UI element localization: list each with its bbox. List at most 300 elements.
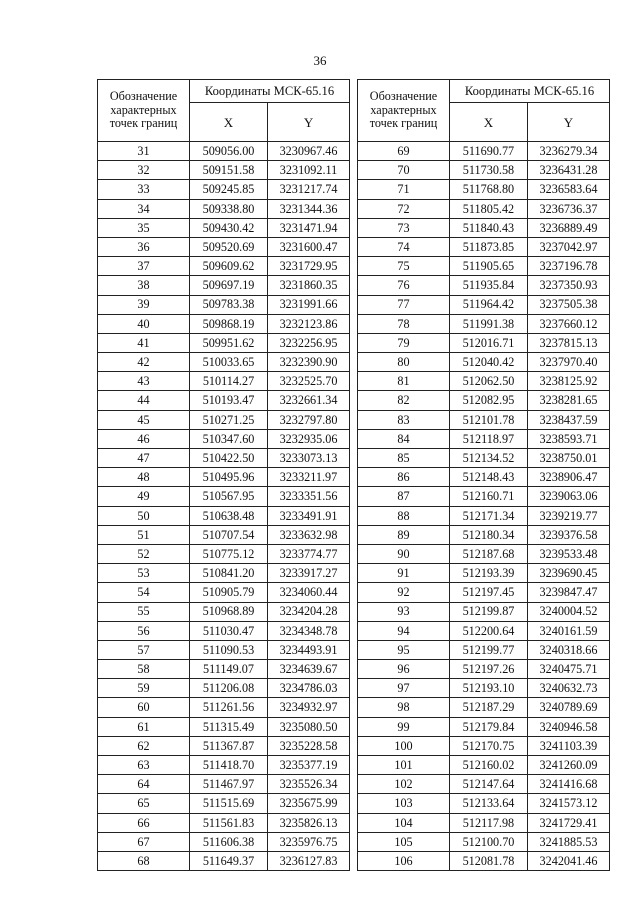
x-coordinate-cell: 512148.43: [449, 468, 527, 487]
y-coordinate-cell: 3239219.77: [527, 506, 609, 525]
y-coordinate-cell: 3238437.59: [527, 410, 609, 429]
y-coordinate-cell: 3241729.41: [527, 813, 609, 832]
point-number-cell: 98: [357, 698, 449, 717]
coordinates-table-left: [97, 79, 350, 871]
point-number-cell: 49: [98, 487, 190, 506]
table-row: [357, 142, 609, 161]
table-row: [357, 717, 609, 736]
x-coordinate-cell: 511935.84: [449, 276, 527, 295]
y-coordinate-cell: 3237970.40: [527, 353, 609, 372]
x-coordinate-cell: 510033.65: [190, 353, 268, 372]
x-coordinate-cell: 512133.64: [449, 794, 527, 813]
y-coordinate-cell: 3235228.58: [268, 736, 350, 755]
x-coordinate-cell: 512170.75: [449, 736, 527, 755]
y-coordinate-cell: 3231092.11: [268, 161, 350, 180]
y-coordinate-cell: 3233491.91: [268, 506, 350, 525]
x-coordinate-cell: 511805.42: [449, 199, 527, 218]
y-coordinate-cell: 3233211.97: [268, 468, 350, 487]
x-coordinate-cell: 511905.65: [449, 257, 527, 276]
table-row: [357, 353, 609, 372]
y-coordinate-cell: 3235826.13: [268, 813, 350, 832]
point-number-cell: 39: [98, 295, 190, 314]
y-coordinate-cell: 3237196.78: [527, 257, 609, 276]
x-coordinate-cell: 512081.78: [449, 851, 527, 870]
x-coordinate-cell: 511649.37: [190, 851, 268, 870]
x-coordinate-cell: 512040.42: [449, 353, 527, 372]
x-coordinate-cell: 509151.58: [190, 161, 268, 180]
x-coordinate-cell: 511690.77: [449, 142, 527, 161]
table-row: [357, 660, 609, 679]
table-row: [98, 218, 350, 237]
point-number-cell: 34: [98, 199, 190, 218]
x-coordinate-cell: 509338.80: [190, 199, 268, 218]
x-coordinate-cell: 512118.97: [449, 429, 527, 448]
y-coordinate-cell: 3235377.19: [268, 756, 350, 775]
point-number-cell: 88: [357, 506, 449, 525]
point-number-cell: 40: [98, 314, 190, 333]
point-number-cell: 46: [98, 429, 190, 448]
point-number-cell: 95: [357, 640, 449, 659]
table-row: [357, 525, 609, 544]
y-coordinate-cell: 3231991.66: [268, 295, 350, 314]
table-row: [98, 410, 350, 429]
y-coordinate-cell: 3231729.95: [268, 257, 350, 276]
x-coordinate-cell: 511206.08: [190, 679, 268, 698]
point-number-cell: 52: [98, 544, 190, 563]
coordinates-table-right: [357, 79, 610, 871]
x-coordinate-cell: 509868.19: [190, 314, 268, 333]
y-coordinate-cell: 3232390.90: [268, 353, 350, 372]
x-coordinate-cell: 511367.87: [190, 736, 268, 755]
point-number-cell: 103: [357, 794, 449, 813]
point-number-cell: 38: [98, 276, 190, 295]
point-number-cell: 104: [357, 813, 449, 832]
point-number-cell: 81: [357, 372, 449, 391]
y-coordinate-cell: 3240946.58: [527, 717, 609, 736]
y-column-header: Y: [268, 103, 350, 142]
x-coordinate-cell: 510968.89: [190, 602, 268, 621]
point-number-cell: 101: [357, 756, 449, 775]
x-coordinate-cell: 510775.12: [190, 544, 268, 563]
point-number-cell: 59: [98, 679, 190, 698]
table-row: [357, 391, 609, 410]
table-row: [98, 468, 350, 487]
point-number-cell: 64: [98, 775, 190, 794]
x-coordinate-cell: 509609.62: [190, 257, 268, 276]
y-coordinate-cell: 3240632.73: [527, 679, 609, 698]
table-row: [357, 372, 609, 391]
x-coordinate-cell: 509783.38: [190, 295, 268, 314]
point-number-cell: 75: [357, 257, 449, 276]
point-number-cell: 62: [98, 736, 190, 755]
x-coordinate-cell: 512016.71: [449, 333, 527, 352]
table-row: [357, 180, 609, 199]
point-number-cell: 54: [98, 583, 190, 602]
table-row: [98, 832, 350, 851]
table-row: [357, 487, 609, 506]
y-coordinate-cell: 3232661.34: [268, 391, 350, 410]
x-coordinate-cell: 511090.53: [190, 640, 268, 659]
table-row: [98, 199, 350, 218]
y-coordinate-cell: 3230967.46: [268, 142, 350, 161]
point-number-cell: 67: [98, 832, 190, 851]
y-coordinate-cell: 3236583.64: [527, 180, 609, 199]
y-coordinate-cell: 3233073.13: [268, 449, 350, 468]
x-coordinate-cell: 510193.47: [190, 391, 268, 410]
y-coordinate-cell: 3241103.39: [527, 736, 609, 755]
x-coordinate-cell: 512062.50: [449, 372, 527, 391]
x-coordinate-cell: 512193.39: [449, 564, 527, 583]
table-row: [98, 851, 350, 870]
x-coordinate-cell: 512160.71: [449, 487, 527, 506]
x-coordinate-cell: 510905.79: [190, 583, 268, 602]
table-row: [357, 295, 609, 314]
point-number-cell: 80: [357, 353, 449, 372]
x-coordinate-cell: 511149.07: [190, 660, 268, 679]
point-number-cell: 74: [357, 237, 449, 256]
x-coordinate-cell: 511418.70: [190, 756, 268, 775]
x-coordinate-cell: 512180.34: [449, 525, 527, 544]
y-coordinate-cell: 3240161.59: [527, 621, 609, 640]
table-row: [98, 602, 350, 621]
y-coordinate-cell: 3234060.44: [268, 583, 350, 602]
table-row: [98, 794, 350, 813]
table-row: [357, 544, 609, 563]
table-row: [357, 794, 609, 813]
y-coordinate-cell: 3237505.38: [527, 295, 609, 314]
table-row: [357, 775, 609, 794]
y-coordinate-cell: 3239376.58: [527, 525, 609, 544]
y-coordinate-cell: 3236736.37: [527, 199, 609, 218]
point-number-cell: 90: [357, 544, 449, 563]
point-number-cell: 91: [357, 564, 449, 583]
point-number-cell: 44: [98, 391, 190, 410]
table-row: [98, 621, 350, 640]
x-coordinate-cell: 509430.42: [190, 218, 268, 237]
x-coordinate-cell: 510347.60: [190, 429, 268, 448]
y-coordinate-cell: 3238593.71: [527, 429, 609, 448]
y-coordinate-cell: 3231600.47: [268, 237, 350, 256]
point-number-cell: 47: [98, 449, 190, 468]
y-coordinate-cell: 3237815.13: [527, 333, 609, 352]
x-column-header: X: [449, 103, 527, 142]
x-coordinate-cell: 510638.48: [190, 506, 268, 525]
point-number-cell: 53: [98, 564, 190, 583]
point-number-cell: 63: [98, 756, 190, 775]
table-row: [357, 449, 609, 468]
x-coordinate-cell: 512101.78: [449, 410, 527, 429]
table-row: [357, 832, 609, 851]
y-coordinate-cell: 3238750.01: [527, 449, 609, 468]
y-coordinate-cell: 3235526.34: [268, 775, 350, 794]
y-coordinate-cell: 3235080.50: [268, 717, 350, 736]
x-coordinate-cell: 511261.56: [190, 698, 268, 717]
coordinates-tables: [97, 79, 610, 871]
table-row: [357, 161, 609, 180]
point-number-cell: 42: [98, 353, 190, 372]
table-row: [357, 564, 609, 583]
table-row: [357, 237, 609, 256]
table-row: [357, 199, 609, 218]
point-number-cell: 33: [98, 180, 190, 199]
x-coordinate-cell: 512197.45: [449, 583, 527, 602]
point-number-cell: 56: [98, 621, 190, 640]
y-coordinate-cell: 3235976.75: [268, 832, 350, 851]
point-number-cell: 105: [357, 832, 449, 851]
table-row: [98, 353, 350, 372]
table-row: [98, 775, 350, 794]
point-number-cell: 72: [357, 199, 449, 218]
y-coordinate-cell: 3240318.66: [527, 640, 609, 659]
table-row: [98, 161, 350, 180]
x-coordinate-cell: 512147.64: [449, 775, 527, 794]
point-number-cell: 31: [98, 142, 190, 161]
x-coordinate-cell: 509951.62: [190, 333, 268, 352]
table-row: [98, 660, 350, 679]
table-row: [357, 679, 609, 698]
point-number-cell: 65: [98, 794, 190, 813]
table-body-right: [357, 142, 609, 871]
point-number-cell: 35: [98, 218, 190, 237]
x-coordinate-cell: 512197.26: [449, 660, 527, 679]
point-number-cell: 93: [357, 602, 449, 621]
point-number-cell: 86: [357, 468, 449, 487]
y-coordinate-cell: 3233351.56: [268, 487, 350, 506]
table-row: [357, 602, 609, 621]
table-row: [98, 525, 350, 544]
y-coordinate-cell: 3238281.65: [527, 391, 609, 410]
x-coordinate-cell: 512160.02: [449, 756, 527, 775]
point-number-cell: 48: [98, 468, 190, 487]
point-number-cell: 50: [98, 506, 190, 525]
x-coordinate-cell: 512082.95: [449, 391, 527, 410]
y-coordinate-cell: 3232797.80: [268, 410, 350, 429]
table-row: [357, 621, 609, 640]
x-coordinate-cell: 511768.80: [449, 180, 527, 199]
point-number-cell: 71: [357, 180, 449, 199]
y-coordinate-cell: 3231217.74: [268, 180, 350, 199]
point-number-cell: 99: [357, 717, 449, 736]
point-number-cell: 43: [98, 372, 190, 391]
y-coordinate-cell: 3240004.52: [527, 602, 609, 621]
x-coordinate-cell: 510422.50: [190, 449, 268, 468]
point-number-cell: 97: [357, 679, 449, 698]
table-row: [357, 851, 609, 870]
y-coordinate-cell: 3239063.06: [527, 487, 609, 506]
y-coordinate-cell: 3234204.28: [268, 602, 350, 621]
x-coordinate-cell: 512187.29: [449, 698, 527, 717]
x-coordinate-cell: 512199.87: [449, 602, 527, 621]
y-coordinate-cell: 3234786.03: [268, 679, 350, 698]
table-row: [98, 640, 350, 659]
point-number-cell: 106: [357, 851, 449, 870]
x-coordinate-cell: 510114.27: [190, 372, 268, 391]
table-row: [98, 142, 350, 161]
x-coordinate-cell: 511561.83: [190, 813, 268, 832]
x-coordinate-cell: 509697.19: [190, 276, 268, 295]
x-coordinate-cell: 511315.49: [190, 717, 268, 736]
point-number-cell: 73: [357, 218, 449, 237]
table-row: [98, 295, 350, 314]
y-coordinate-cell: 3232123.86: [268, 314, 350, 333]
y-coordinate-cell: 3233917.27: [268, 564, 350, 583]
table-row: [98, 449, 350, 468]
point-number-cell: 57: [98, 640, 190, 659]
x-coordinate-cell: 512179.84: [449, 717, 527, 736]
y-coordinate-cell: 3242041.46: [527, 851, 609, 870]
table-row: [357, 429, 609, 448]
table-row: [98, 180, 350, 199]
table-row: [98, 564, 350, 583]
table-row: [357, 736, 609, 755]
table-row: [357, 583, 609, 602]
point-number-cell: 41: [98, 333, 190, 352]
table-row: [98, 257, 350, 276]
point-label-header: Обозначение характерных точек границ: [98, 80, 190, 142]
table-row: [357, 314, 609, 333]
y-coordinate-cell: 3232525.70: [268, 372, 350, 391]
x-coordinate-cell: 512187.68: [449, 544, 527, 563]
table-row: [98, 506, 350, 525]
point-number-cell: 58: [98, 660, 190, 679]
y-coordinate-cell: 3239847.47: [527, 583, 609, 602]
y-coordinate-cell: 3240475.71: [527, 660, 609, 679]
point-label-header: Обозначение характерных точек границ: [357, 80, 449, 142]
point-number-cell: 70: [357, 161, 449, 180]
table-row: [98, 372, 350, 391]
x-coordinate-cell: 512117.98: [449, 813, 527, 832]
x-coordinate-cell: 509245.85: [190, 180, 268, 199]
table-row: [98, 756, 350, 775]
x-coordinate-cell: 511606.38: [190, 832, 268, 851]
point-number-cell: 96: [357, 660, 449, 679]
table-row: [98, 333, 350, 352]
y-coordinate-cell: 3234493.91: [268, 640, 350, 659]
x-coordinate-cell: 512200.64: [449, 621, 527, 640]
y-coordinate-cell: 3233632.98: [268, 525, 350, 544]
table-row: [357, 640, 609, 659]
table-row: [357, 506, 609, 525]
table-row: [357, 276, 609, 295]
x-coordinate-cell: 510271.25: [190, 410, 268, 429]
table-row: [357, 257, 609, 276]
table-row: [98, 429, 350, 448]
y-coordinate-cell: 3236127.83: [268, 851, 350, 870]
table-row: [98, 583, 350, 602]
y-coordinate-cell: 3239533.48: [527, 544, 609, 563]
y-coordinate-cell: 3232935.06: [268, 429, 350, 448]
point-number-cell: 78: [357, 314, 449, 333]
y-coordinate-cell: 3234639.67: [268, 660, 350, 679]
x-coordinate-cell: 509056.00: [190, 142, 268, 161]
x-coordinate-cell: 510707.54: [190, 525, 268, 544]
y-coordinate-cell: 3238906.47: [527, 468, 609, 487]
point-number-cell: 84: [357, 429, 449, 448]
x-coordinate-cell: 512134.52: [449, 449, 527, 468]
point-number-cell: 89: [357, 525, 449, 544]
y-coordinate-cell: 3231344.36: [268, 199, 350, 218]
point-number-cell: 66: [98, 813, 190, 832]
table-row: [357, 813, 609, 832]
y-coordinate-cell: 3241885.53: [527, 832, 609, 851]
point-number-cell: 87: [357, 487, 449, 506]
y-coordinate-cell: 3234932.97: [268, 698, 350, 717]
x-coordinate-cell: 512199.77: [449, 640, 527, 659]
x-coordinate-cell: 512171.34: [449, 506, 527, 525]
point-number-cell: 92: [357, 583, 449, 602]
point-number-cell: 55: [98, 602, 190, 621]
y-coordinate-cell: 3236279.34: [527, 142, 609, 161]
x-coordinate-cell: 510567.95: [190, 487, 268, 506]
table-row: [98, 698, 350, 717]
point-number-cell: 79: [357, 333, 449, 352]
y-coordinate-cell: 3237042.97: [527, 237, 609, 256]
table-row: [98, 813, 350, 832]
x-coordinate-cell: 511840.43: [449, 218, 527, 237]
x-coordinate-cell: 512100.70: [449, 832, 527, 851]
x-coordinate-cell: 511467.97: [190, 775, 268, 794]
y-coordinate-cell: 3241573.12: [527, 794, 609, 813]
point-number-cell: 69: [357, 142, 449, 161]
y-coordinate-cell: 3231471.94: [268, 218, 350, 237]
table-row: [357, 756, 609, 775]
x-coordinate-cell: 511991.38: [449, 314, 527, 333]
x-coordinate-cell: 511515.69: [190, 794, 268, 813]
x-coordinate-cell: 511730.58: [449, 161, 527, 180]
point-number-cell: 37: [98, 257, 190, 276]
point-number-cell: 36: [98, 237, 190, 256]
page-number: 36: [313, 53, 327, 68]
x-coordinate-cell: 510495.96: [190, 468, 268, 487]
table-row: [357, 698, 609, 717]
point-number-cell: 51: [98, 525, 190, 544]
table-row: [98, 314, 350, 333]
y-coordinate-cell: 3232256.95: [268, 333, 350, 352]
table-row: [98, 679, 350, 698]
point-number-cell: 77: [357, 295, 449, 314]
point-number-cell: 61: [98, 717, 190, 736]
table-row: [98, 736, 350, 755]
table-row: [98, 487, 350, 506]
x-coordinate-cell: 511030.47: [190, 621, 268, 640]
point-number-cell: 82: [357, 391, 449, 410]
y-coordinate-cell: 3236431.28: [527, 161, 609, 180]
y-coordinate-cell: 3234348.78: [268, 621, 350, 640]
x-coordinate-cell: 511964.42: [449, 295, 527, 314]
y-column-header: Y: [527, 103, 609, 142]
table-row: [98, 544, 350, 563]
table-row: [357, 468, 609, 487]
table-row: [357, 333, 609, 352]
x-coordinate-cell: 510841.20: [190, 564, 268, 583]
y-coordinate-cell: 3238125.92: [527, 372, 609, 391]
point-number-cell: 45: [98, 410, 190, 429]
point-number-cell: 68: [98, 851, 190, 870]
y-coordinate-cell: 3241260.09: [527, 756, 609, 775]
point-number-cell: 76: [357, 276, 449, 295]
x-coordinate-cell: 512193.10: [449, 679, 527, 698]
coords-group-header: Координаты МСК-65.16: [449, 80, 609, 103]
y-coordinate-cell: 3231860.35: [268, 276, 350, 295]
y-coordinate-cell: 3239690.45: [527, 564, 609, 583]
point-number-cell: 85: [357, 449, 449, 468]
table-row: [98, 237, 350, 256]
y-coordinate-cell: 3237660.12: [527, 314, 609, 333]
table-row: [357, 410, 609, 429]
point-number-cell: 60: [98, 698, 190, 717]
table-row: [98, 717, 350, 736]
y-coordinate-cell: 3241416.68: [527, 775, 609, 794]
